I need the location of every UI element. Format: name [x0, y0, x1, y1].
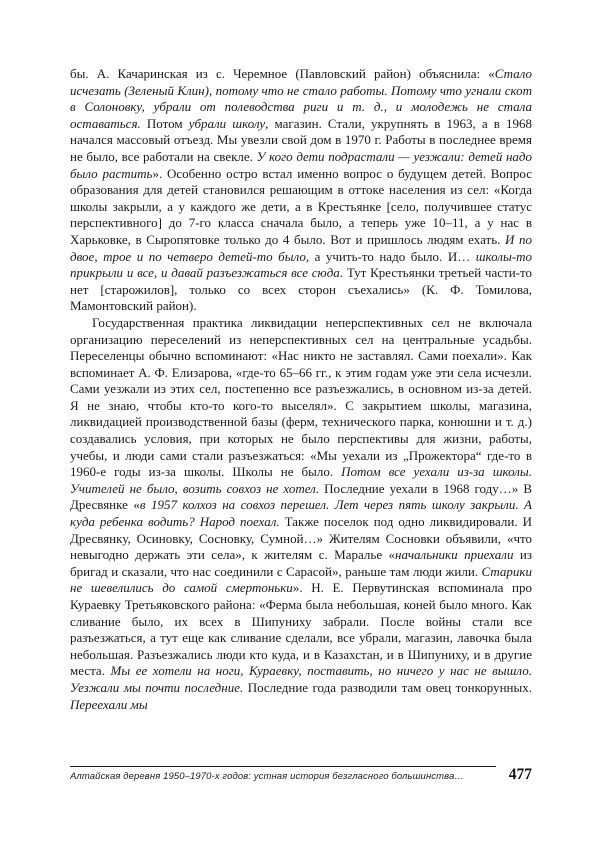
text-run: У кого дети подрастали — уезжали: детей надо было растить [70, 148, 533, 181]
text-run: Последние года разводили там овец тонкорунных. [243, 679, 532, 695]
page-body [70, 66, 532, 713]
text-run: И по двое, трое и по четверо детей-то было [70, 231, 533, 264]
text-run: ». Особенно остро встал именно вопрос о будущем детей. Вопрос образования для детей становился решающим в оттоке населения из сел: «Когда школы закрыли, а у каждого же дети, а в Крестьянке [село, получившее статус перспективного] до 7-го класса сначала было, а теперь уже 10–11, а у нас в Харьковке, в Сыропятовке только до 4 было. Вот и пришлось людям ехать. [70, 165, 532, 247]
text-run: из бригад и сказали, что нас соединили с Сарасой», раньше там люди жили. [70, 547, 533, 579]
paragraph [70, 66, 532, 315]
text-run: ». Н. Е. Первутинская вспоминала про Кураевку Третьяковского района: «Ферма была небольшая, коней было много. Как сливание было, их всех в Шипуниху забрали. После войны стали все разъезжаться, а тут еще как сливание сделали, все убрали, магазин, лавочка была небольшая. Разъезжались люди кто куда, и в Казахстан, и в Шипуниху, и в другие места. [70, 580, 532, 679]
text-run: , магазин. Стали, укрупнять в 1963, а в 1968 начался массовый отъезд. Мы увезли свой дом в 1970 г. Работы в последнее время не было, все работали на свекле. [70, 115, 532, 164]
text-run: Потом все уехали из-за школы. Учителей не было, возить совхоз не хотел. [70, 464, 532, 496]
text-run: Последние уехали в 1968 году…» В Дресвянке « [70, 480, 533, 513]
text-run: , а учить-то надо было. И… [305, 248, 476, 264]
text-run: убрали школу [188, 115, 266, 131]
text-run: Государственная практика ликвидации неперспективных сел не включала организацию переселений из неперспективных сел на центральные усадьбы. Переселенцы обычно вспоминают: «Нас никто не заставлял. Сами поехали». Как вспоминает А. Ф. Елизарова, «где-то 65–66 гг., к этим годам уже эти села исчезли. Сами уезжали из этих сел, постепенно все разъезжались, в основном из-за детей. Я не знаю, чтобы кто-то кого-то выселял». С закрытием школы, магазина, ликвидацией производственной базы (ферм, технического парка, конюшни и т. д.) создавались условия, при которых не было перспективы для жизни, работы, учебы, и люди сами стали разъезжаться: «Мы уехали из „Прожектора“ где-то в 1960-е годы из-за школы. Школы не было. [70, 314, 532, 480]
text-run: бы. А. Качаринская из с. Черемное (Павловский район) объяснила: « [70, 66, 495, 81]
text-run: . Тут Крестьянки третьей части-то нет [старожилов], только со всех сторон съехались» (К. Ф. Томилова, Мамонтовский район). [70, 265, 532, 314]
page-footer [70, 766, 532, 792]
text-run: Стало исчезать (Зеленый Клин), потому что не стало работы. Потому что угнали скот в Солоновку, убрали от полеводства риги и т. д., и молодежь не стала оставаться. [70, 66, 532, 131]
text-run: Потом [140, 115, 189, 131]
text-run: Также поселок под одно ликвидировали. И Дресвянку, Осиновку, Сосновку, Сумной…» Жителям Сосновки объявили, «что невыгодно держать эти села», к жителям с. Маралье « [70, 514, 532, 563]
text-run: Мы ее хотели на ноги, Кураевку, поставить, но ничего у нас не вышло. Уезжали мы почти последние. [70, 663, 533, 695]
text-run: Переехали мы [70, 696, 148, 712]
text-run: школы-то прикрыли и все, и давай разъезжаться все сюда [70, 248, 532, 281]
text-run: в 1957 колхоз на совхоз перешел. Лет через пять школу закрыли. А куда ребенка водить? Народ поехал. [70, 497, 532, 530]
paragraph [70, 315, 532, 713]
text-run: начальники приехали [395, 547, 514, 563]
page-number: 477 [508, 766, 532, 783]
text-run: Старики не шевелились до самой смертоньки [70, 563, 532, 596]
footer-rule [70, 766, 496, 767]
running-title: Алтайская деревня 1950–1970-х годов: устная история безгласного большинства… [70, 771, 464, 782]
